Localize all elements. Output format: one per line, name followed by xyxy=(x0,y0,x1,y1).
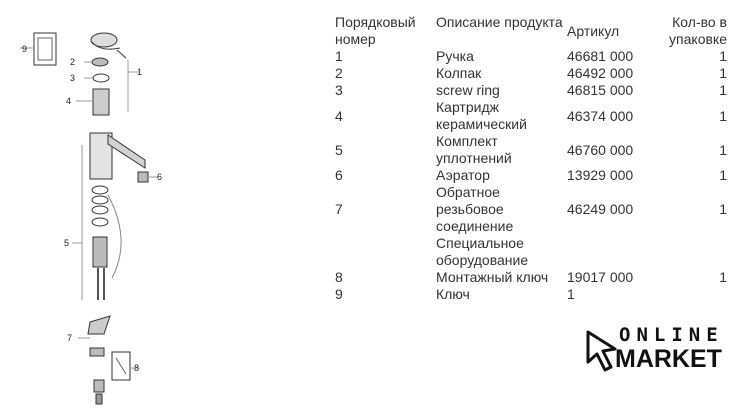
table-row xyxy=(335,286,727,303)
logo-line-1: ONLINE xyxy=(619,324,724,346)
fitting-sketch xyxy=(88,316,110,334)
callout-2: 2 xyxy=(70,57,76,67)
header-quantity: Кол-во в упаковке xyxy=(669,14,727,47)
row-description: Картридж керамический xyxy=(436,99,527,132)
row-article: 46815 000 xyxy=(567,82,634,98)
row-number xyxy=(335,235,436,269)
row-article: 46249 000 xyxy=(567,201,634,217)
row-number: 4 xyxy=(335,107,343,124)
table-row xyxy=(335,133,727,167)
row-article: 46760 000 xyxy=(567,141,634,158)
exploded-parts-diagram xyxy=(0,0,330,414)
row-number: 8 xyxy=(335,269,343,285)
row-number: 7 xyxy=(335,201,343,217)
callout-3: 3 xyxy=(70,73,76,83)
header-number: Порядковый номер xyxy=(335,14,416,47)
row-quantity: 1 xyxy=(719,141,727,158)
callout-4: 4 xyxy=(66,96,72,106)
callout-5: 5 xyxy=(64,238,70,248)
row-description: Монтажный ключ xyxy=(436,269,549,285)
table-row xyxy=(335,167,727,184)
row-quantity xyxy=(657,235,727,269)
table-header-row xyxy=(335,14,727,48)
parts-table xyxy=(335,14,727,303)
row-article: 13929 000 xyxy=(567,167,634,183)
row-description: screw ring xyxy=(436,82,500,98)
row-article: 19017 000 xyxy=(567,269,634,285)
table-row xyxy=(335,99,727,133)
cartridge-sketch xyxy=(93,89,109,115)
table-row xyxy=(335,65,727,82)
row-article: 46374 000 xyxy=(567,107,634,124)
online-market-logo xyxy=(585,323,730,377)
callout-7: 7 xyxy=(67,333,73,343)
callout-6: 6 xyxy=(157,172,163,182)
row-quantity: 1 xyxy=(719,48,727,64)
row-description: Колпак xyxy=(436,65,482,81)
callout-8: 8 xyxy=(134,363,140,373)
row-description: Ручка xyxy=(436,48,474,64)
aerator-sketch xyxy=(138,172,148,182)
row-quantity xyxy=(657,286,727,303)
row-description: Обратное резьбовое соединение xyxy=(436,184,514,234)
row-number: 3 xyxy=(335,82,343,98)
row-number: 5 xyxy=(335,141,343,158)
cap-part-sketch xyxy=(92,58,108,66)
row-number: 9 xyxy=(335,286,343,302)
header-description: Описание продукта xyxy=(436,14,563,30)
row-number: 2 xyxy=(335,65,343,81)
callout-1: 1 xyxy=(137,67,143,77)
table-row xyxy=(335,82,727,99)
table-row xyxy=(335,184,727,235)
section-description: Специальное оборудование xyxy=(436,235,529,268)
row-quantity: 1 xyxy=(719,107,727,124)
row-description: Аэратор xyxy=(436,167,490,183)
table-row xyxy=(335,48,727,65)
row-article: 1 xyxy=(567,286,575,302)
header-article: Артикул xyxy=(567,22,620,39)
row-quantity: 1 xyxy=(719,82,727,98)
row-number: 6 xyxy=(335,167,343,183)
row-article xyxy=(567,235,657,269)
row-quantity: 1 xyxy=(719,269,727,285)
row-quantity: 1 xyxy=(719,201,727,217)
table-row xyxy=(335,269,727,286)
table-section-row xyxy=(335,235,727,269)
cursor-arrow-icon xyxy=(585,329,619,373)
row-article: 46681 000 xyxy=(567,48,634,64)
seal-ring xyxy=(92,186,108,194)
logo-line-2: MARKET xyxy=(615,345,722,373)
row-description: Комплект уплотнений xyxy=(436,133,512,166)
row-article: 46492 000 xyxy=(567,65,634,81)
row-quantity: 1 xyxy=(719,167,727,183)
screw-ring-sketch xyxy=(93,74,109,82)
row-description: Ключ xyxy=(436,286,470,302)
callout-9: 9 xyxy=(22,44,28,54)
row-number: 1 xyxy=(335,48,343,64)
spout-sketch xyxy=(108,135,145,168)
row-quantity: 1 xyxy=(719,65,727,81)
